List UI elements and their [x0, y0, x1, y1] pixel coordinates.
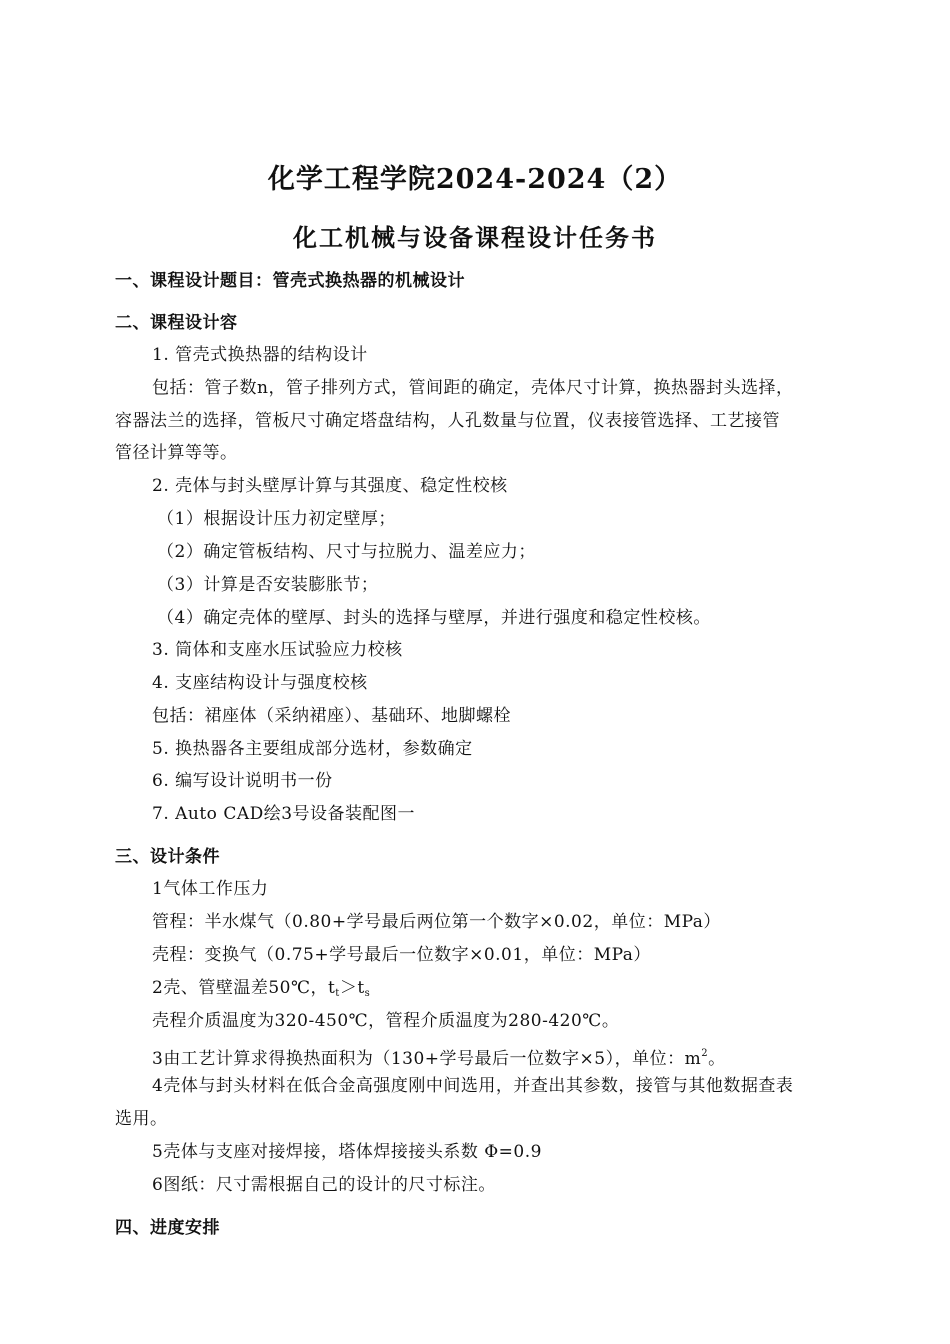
- condition-4-line-2: 选用。: [115, 1109, 168, 1129]
- condition-2-subscript-t: t: [335, 988, 340, 999]
- condition-3-superscript: 2: [701, 1048, 709, 1059]
- condition-1-tube-side: 管程：半水煤气（0.80+学号最后两位第一个数字×0.02，单位：MPa）: [152, 912, 721, 932]
- content-item-1-desc-line-2: 容器法兰的选择，管板尺寸确定塔盘结构，人孔数量与位置，仪表接管选择、工艺接管: [115, 411, 780, 431]
- content-item-5: 5. 换热器各主要组成部分选材，参数确定: [152, 739, 473, 759]
- section-1-heading: 一、课程设计题目：管壳式换热器的机械设计: [115, 271, 465, 291]
- content-item-2-sub-1: （1）根据设计压力初定壁厚；: [157, 509, 396, 529]
- condition-2-middle: ＞t: [339, 978, 365, 998]
- condition-2: [152, 975, 370, 1007]
- condition-2-subscript-s: s: [364, 988, 371, 999]
- section-3-heading: 三、设计条件: [115, 847, 220, 867]
- content-item-7: 7. Auto CAD绘3号设备装配图一: [152, 804, 416, 824]
- condition-4-line-1: 4壳体与封头材料在低合金高强度刚中间选用，并查出其参数，接管与其他数据查表: [152, 1076, 794, 1096]
- content-item-2-sub-3: （3）计算是否安装膨胀节；: [157, 575, 379, 595]
- condition-3: [152, 1041, 726, 1072]
- content-item-1: 1. 管壳式换热器的结构设计: [152, 345, 368, 365]
- content-item-3: 3. 筒体和支座水压试验应力校核: [152, 640, 403, 660]
- condition-1: 1气体工作压力: [152, 879, 269, 899]
- content-item-2-sub-4: （4）确定壳体的壁厚、封头的选择与壁厚，并进行强度和稳定性校核。: [157, 608, 711, 628]
- section-2-heading: 二、课程设计容: [115, 313, 238, 333]
- condition-2-prefix: 2壳、管壁温差50℃，t: [152, 978, 336, 998]
- condition-6: 6图纸：尺寸需根据自己的设计的尺寸标注。: [152, 1175, 496, 1195]
- content-item-4-desc: 包括：裙座体（采纳裙座）、基础环、地脚螺栓: [152, 706, 511, 726]
- content-item-4: 4. 支座结构设计与强度校核: [152, 673, 368, 693]
- section-4-heading: 四、进度安排: [115, 1218, 220, 1238]
- condition-3-suffix: 。: [708, 1049, 726, 1069]
- content-item-6: 6. 编写设计说明书一份: [152, 771, 333, 791]
- content-item-1-desc-line-1: 包括：管子数n，管子排列方式，管间距的确定，壳体尺寸计算，换热器封头选择，: [152, 378, 794, 398]
- content-item-1-desc-line-3: 管径计算等等。: [115, 443, 238, 463]
- document-title: 化学工程学院2024-2024（2）: [267, 164, 683, 195]
- condition-1-shell-side: 壳程：变换气（0.75+学号最后一位数字×0.01，单位：MPa）: [152, 945, 651, 965]
- condition-3-prefix: 3由工艺计算求得换热面积为（130+学号最后一位数字×5），单位：m: [152, 1049, 702, 1069]
- condition-5: 5壳体与支座对接焊接，塔体焊接接头系数 Φ=0.9: [152, 1142, 542, 1162]
- condition-2-temperatures: 壳程介质温度为320-450℃，管程介质温度为280-420℃。: [152, 1011, 620, 1031]
- document-subtitle: 化工机械与设备课程设计任务书: [293, 223, 657, 252]
- content-item-2: 2. 壳体与封头壁厚计算与其强度、稳定性校核: [152, 476, 508, 496]
- content-item-2-sub-2: （2）确定管板结构、尺寸与拉脱力、温差应力；: [157, 542, 536, 562]
